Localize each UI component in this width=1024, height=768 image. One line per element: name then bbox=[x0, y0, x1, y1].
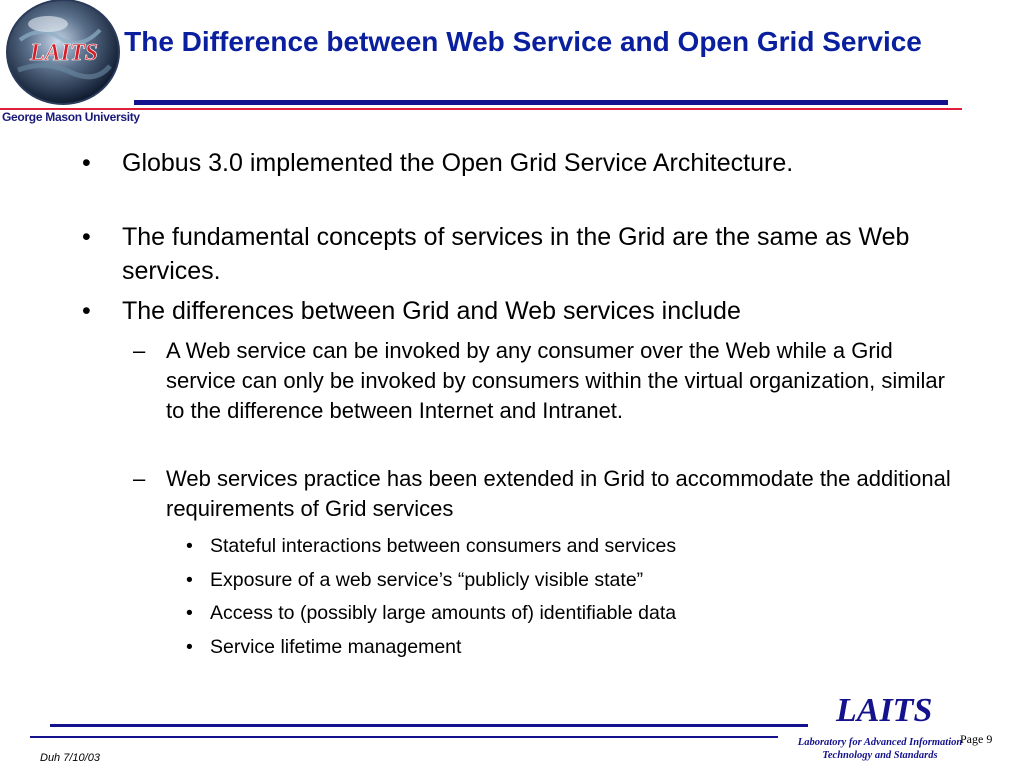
bullet-text: The fundamental concepts of services in the Grid are the same as Web services. bbox=[122, 223, 910, 285]
lab-name bbox=[780, 736, 980, 762]
sub-sub-bullet-text: Service lifetime management bbox=[210, 636, 462, 658]
svg-text:LAITS: LAITS bbox=[30, 40, 99, 66]
bullet-item: • Globus 3.0 implemented the Open Grid Service Architecture. bbox=[82, 149, 794, 177]
lab-name-line-1: Laboratory for Advanced Information bbox=[797, 737, 963, 748]
university-name: George Mason University bbox=[2, 110, 140, 124]
bullet-text: Globus 3.0 implemented the Open Grid Service Architecture. bbox=[122, 149, 794, 177]
bullet-item: • The fundamental concepts of services in the Grid are the same as Web services. bbox=[82, 223, 910, 285]
sub-sub-bullet-item: • Service lifetime management bbox=[186, 636, 462, 658]
footer-divider-top bbox=[50, 724, 808, 727]
laits-logo-text: LAITS bbox=[836, 692, 933, 729]
sub-bullet-item: – Web services practice has been extended in Grid to accommodate the additional requirements of Grid services bbox=[133, 466, 951, 521]
footer-divider-bottom bbox=[30, 736, 778, 738]
sub-sub-bullet-text: Stateful interactions between consumers and services bbox=[210, 535, 677, 557]
bullet-text: The differences between Grid and Web services include bbox=[122, 297, 741, 325]
lab-name-line-2: Technology and Standards bbox=[822, 750, 938, 761]
sub-sub-bullet-text: Access to (possibly large amounts of) identifiable data bbox=[210, 602, 677, 624]
sub-sub-bullet-item: • Exposure of a web service’s “publicly visible state” bbox=[186, 569, 644, 591]
sub-sub-bullet-item: • Stateful interactions between consumers and services bbox=[186, 535, 677, 557]
bullet-item: • The differences between Grid and Web services include bbox=[82, 297, 741, 325]
sub-sub-bullet-item: • Access to (possibly large amounts of) identifiable data bbox=[186, 602, 677, 624]
sub-bullet-text: Web services practice has been extended in Grid to accommodate the additional requirements of Grid services bbox=[166, 466, 951, 521]
slide-title: The Difference between Web Service and Open Grid Service bbox=[124, 26, 922, 57]
sub-bullet-item: – A Web service can be invoked by any consumer over the Web while a Grid service can only be invoked by consumers within the virtual organization, similar to the difference between Internet and Intranet. bbox=[133, 338, 945, 423]
author-date: Duh 7/10/03 bbox=[40, 752, 100, 764]
page-number: Page 9 bbox=[960, 732, 993, 746]
sub-sub-bullet-text: Exposure of a web service’s “publicly visible state” bbox=[210, 569, 644, 591]
sub-bullet-text: A Web service can be invoked by any consumer over the Web while a Grid service can only be invoked by consumers within the virtual organization, similar to the difference between Internet and Intranet. bbox=[166, 338, 945, 423]
